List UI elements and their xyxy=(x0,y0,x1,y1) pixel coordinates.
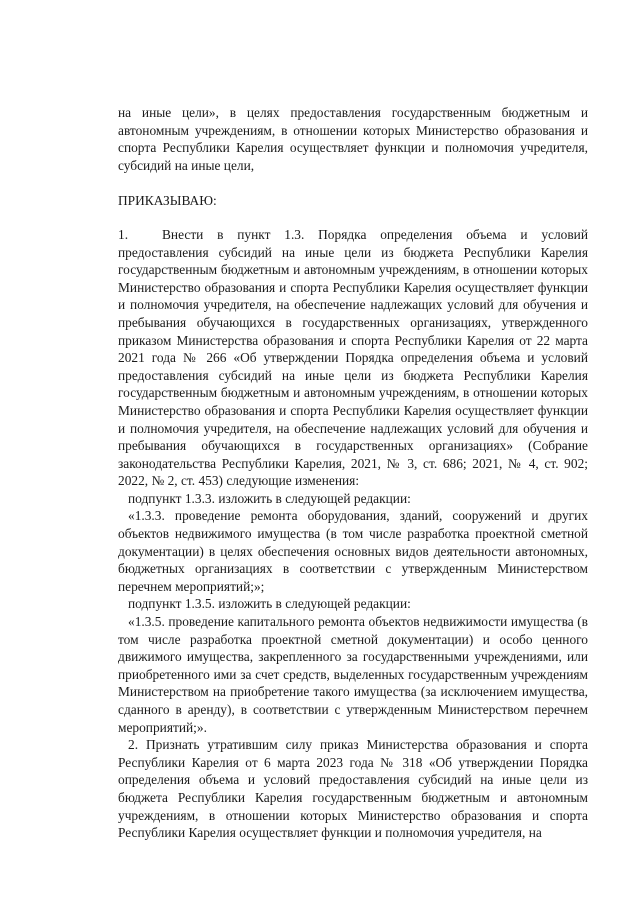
order-heading: ПРИКАЗЫВАЮ: xyxy=(118,193,217,209)
item-2-paragraph: 2. Признать утратившим силу приказ Министерства образования и спорта Республики Карелия от 6 марта 2023 года № 318 «Об утверждении Порядка определения объема и условий предоставления субсидий на иные цели из бюджета Республики Карелия государственным бюджетным и автономным учреждениям, в отношении которых Министерство образования и спорта Республики Карелия осуществляет функции и полномочия учредителя, на xyxy=(118,737,588,841)
item-1-paragraph xyxy=(118,226,588,490)
spacer xyxy=(118,210,588,226)
item-1-text: Внести в пункт 1.3. Порядка определения объема и условий предоставления субсидий на иные цели из бюджета Республики Карелия государственным бюджетным и автономным учреждениям, в отношении которых Министерство образования и спорта Республики Карелия осуществляет функции и полномочия учредителя, на обеспечение надлежащих условий для обучения и пребывания обучающихся в государственных организациях, утвержденного приказом Министерства образования и спорта Республики Карелия от 22 марта 2021 года № 266 «Об утверждении Порядка определения объема и условий предоставления субсидий на иные цели из бюджета Республики Карелия государственным бюджетным и автономным учреждениям, в отношении которых Министерство образования и спорта Республики Карелия осуществляет функции и полномочия учредителя, на обеспечение надлежащих условий для обучения и пребывания обучающихся в государственных организациях» (Собрание законодательства Республики Карелия, 2021, № 3, ст. 686; 2021, № 4, ст. 902; 2022, № 2, ст. 453) следующие изменения: xyxy=(118,226,588,489)
subitem-2-heading: подпункт 1.3.5. изложить в следующей редакции: xyxy=(128,596,411,612)
item-1-number: 1. xyxy=(118,226,129,242)
intro-paragraph: на иные цели», в целях предоставления государственным бюджетным и автономным учреждениям, в отношении которых Министерство образования и спорта Республики Карелия осуществляет функции и полномочия учредителя, субсидий на иные цели, xyxy=(118,105,588,173)
spacer xyxy=(118,174,588,192)
document-body xyxy=(118,104,588,842)
subitem-1-text: «1.3.3. проведение ремонта оборудования, зданий, сооружений и других объектов недвижимого имущества (в том числе разработка проектной сметной документации) в целях обеспечения основных видов деятельности автономных, бюджетных организациях в соответствии с утвержденным Министерством перечнем мероприятий;»; xyxy=(118,508,588,594)
subitem-2-text: «1.3.5. проведение капитального ремонта объектов недвижимости имущества (в том числе разработка проектной сметной документации) и особо ценного движимого имущества, закрепленного за государственными учреждениями, или приобретенного ими за счет средств, выделенных государственным учреждениям Министерством на приобретение такого имущества (за исключением имущества, сданного в аренду), в соответствии с утвержденным Министерством перечнем мероприятий;». xyxy=(118,614,588,735)
subitem-1-heading: подпункт 1.3.3. изложить в следующей редакции: xyxy=(128,490,411,506)
